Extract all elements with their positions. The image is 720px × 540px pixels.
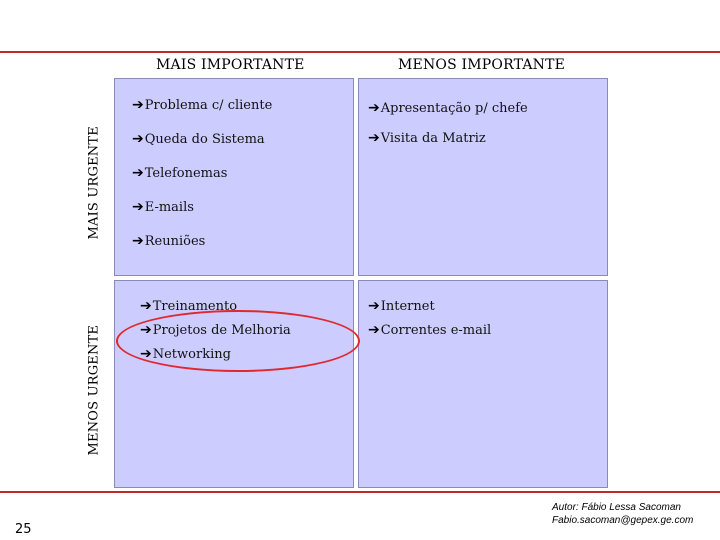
list-item: ➔Telefonemas [132,165,228,181]
arrow-icon: ➔ [140,298,152,314]
arrow-icon: ➔ [368,130,380,146]
list-item: ➔Apresentação p/ chefe [368,100,528,116]
list-item: ➔Internet [368,298,435,314]
column-header-important: MAIS IMPORTANTE [156,57,305,73]
arrow-icon: ➔ [140,322,152,338]
list-item: ➔E-mails [132,199,194,215]
row-header-less-urgent: MENOS URGENTE [86,324,102,456]
arrow-icon: ➔ [140,346,152,362]
arrow-icon: ➔ [132,233,144,249]
list-item: ➔Networking [140,346,231,362]
top-divider-line [0,51,720,53]
list-item: ➔Correntes e-mail [368,322,492,338]
author-email: Fabio.sacoman@gepex.ge.com [552,515,694,526]
arrow-icon: ➔ [368,298,380,314]
author-name: Autor: Fábio Lessa Sacoman [552,502,681,513]
arrow-icon: ➔ [132,97,144,113]
arrow-icon: ➔ [368,100,380,116]
author-credit [552,501,693,527]
list-item: ➔Projetos de Melhoria [140,322,291,338]
bottom-divider-line [0,491,720,493]
column-header-less-important: MENOS IMPORTANTE [398,57,566,73]
arrow-icon: ➔ [368,322,380,338]
page-number: 25 [15,522,32,537]
highlight-ellipse [116,310,360,372]
list-item: ➔Visita da Matriz [368,130,486,146]
arrow-icon: ➔ [132,131,144,147]
row-header-urgent: MAIS URGENTE [86,126,102,240]
list-item: ➔Problema c/ cliente [132,97,273,113]
list-item: ➔Queda do Sistema [132,131,265,147]
list-item: ➔Treinamento [140,298,238,314]
list-item: ➔Reuniões [132,233,206,249]
arrow-icon: ➔ [132,199,144,215]
arrow-icon: ➔ [132,165,144,181]
